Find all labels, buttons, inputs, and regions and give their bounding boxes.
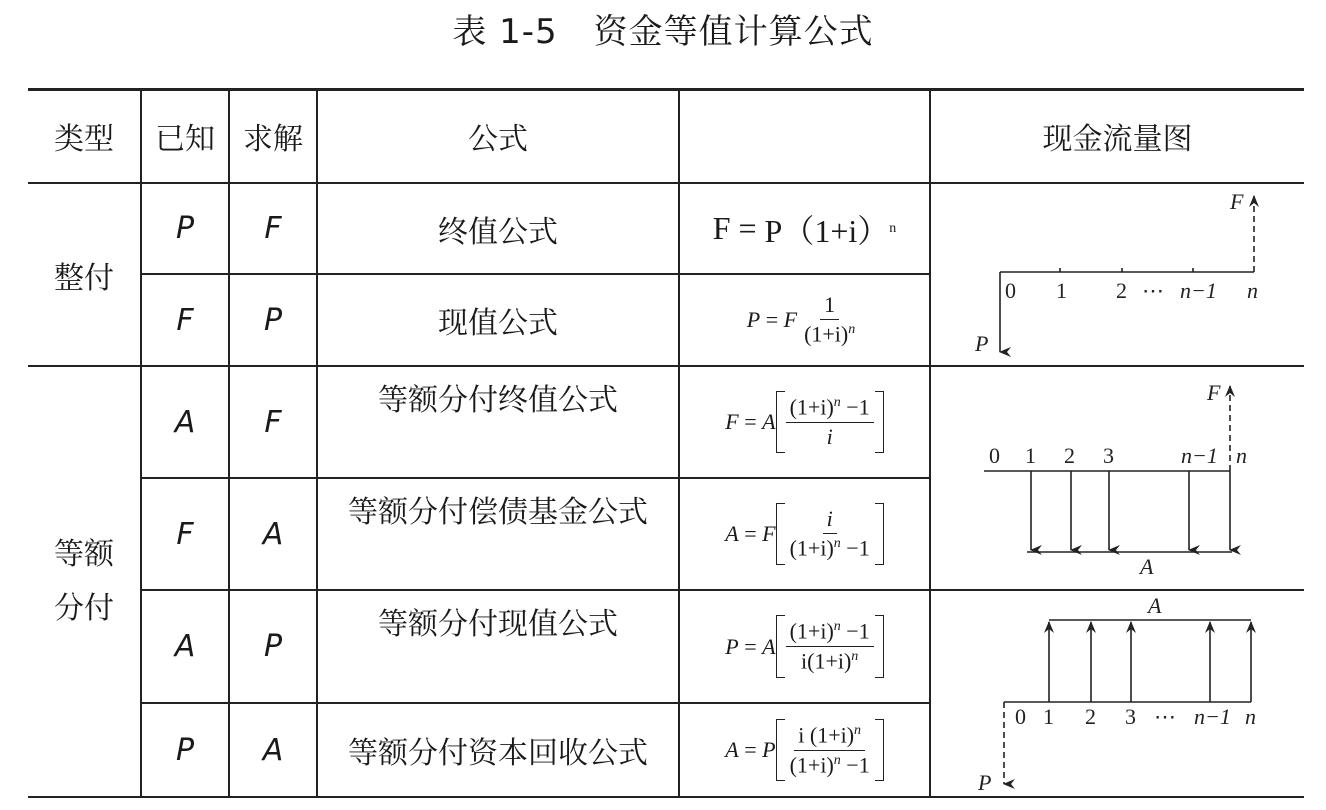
svg-text:n−1: n−1 xyxy=(1194,704,1231,729)
cash-flow-annuity-future xyxy=(984,386,1232,552)
annuity-future-labels xyxy=(989,380,1247,579)
row6-solve: A xyxy=(262,732,284,768)
svg-text:A: A xyxy=(1140,554,1154,579)
bracket: $\frac{i (1+i)^n}{(1+i)^n -1}$ xyxy=(776,719,884,781)
svg-text:n: n xyxy=(1245,704,1256,729)
svg-text:⋯: ⋯ xyxy=(1142,278,1164,303)
svg-text:1: 1 xyxy=(1056,278,1067,303)
row6-name: 等额分付资本回收公式 xyxy=(348,736,648,771)
svg-text:0: 0 xyxy=(1015,704,1026,729)
group-lump-sum: 整付 xyxy=(54,260,114,296)
svg-text:0: 0 xyxy=(1005,278,1016,303)
bracket: $\frac{(1+i)^n -1}{i}$ xyxy=(776,391,884,453)
row2-name: 现值公式 xyxy=(438,306,558,341)
svg-text:⋯: ⋯ xyxy=(1154,704,1176,729)
svg-text:2: 2 xyxy=(1116,278,1127,303)
svg-text:1: 1 xyxy=(1025,443,1036,468)
row6-formula: A = P $\frac{i (1+i)^n}{(1+i)^n -1}$ xyxy=(680,704,929,796)
header-known: 已知 xyxy=(155,122,215,157)
cash-flow-annuity-present xyxy=(1004,620,1251,784)
svg-text:F: F xyxy=(1230,189,1244,214)
row2-formula: P = F $\frac{1}{(1+i)^n}$ xyxy=(680,275,929,365)
svg-text:3: 3 xyxy=(1125,704,1136,729)
row4-formula: A = F $\frac{i}{(1+i)^n -1}$ xyxy=(680,479,929,589)
svg-text:n: n xyxy=(1236,443,1247,468)
row1-formula: F = P（1+i） n xyxy=(712,210,897,249)
row5-known: A xyxy=(174,629,196,664)
svg-text:3: 3 xyxy=(1103,443,1114,468)
row5-name: 等额分付现值公式 xyxy=(378,607,618,642)
svg-text:P: P xyxy=(975,331,989,356)
svg-text:P: P xyxy=(978,770,992,795)
table-caption: 资金等值计算公式 xyxy=(593,12,874,52)
svg-text:A: A xyxy=(1148,593,1162,618)
svg-text:n−1: n−1 xyxy=(1181,443,1218,468)
svg-text:2: 2 xyxy=(1064,443,1075,468)
bracket: $\frac{i}{(1+i)^n -1}$ xyxy=(776,503,884,565)
row5-solve: P xyxy=(263,629,283,664)
bracket: $\frac{(1+i)^n -1}{i(1+i)^n}$ xyxy=(776,615,884,677)
row3-known: A xyxy=(174,404,196,440)
table-number: 表 1-5 xyxy=(452,12,558,52)
svg-text:F: F xyxy=(1207,380,1221,405)
annuity-present-labels xyxy=(977,593,1256,795)
row2-solve: P xyxy=(263,302,283,338)
group-annuity-line2: 分付 xyxy=(54,590,114,626)
svg-text:0: 0 xyxy=(989,443,1000,468)
row1-solve: F xyxy=(264,211,282,246)
row1-known: P xyxy=(175,211,195,246)
row4-name: 等额分付偿债基金公式 xyxy=(348,495,648,530)
svg-text:n−1: n−1 xyxy=(1180,278,1217,303)
row3-name: 等额分付终值公式 xyxy=(378,383,618,418)
row4-solve: A xyxy=(262,516,284,552)
svg-text:1: 1 xyxy=(1043,704,1054,729)
header-type: 类型 xyxy=(54,122,114,157)
svg-text:n: n xyxy=(1247,278,1258,303)
row6-known: P xyxy=(175,732,195,768)
header-solve: 求解 xyxy=(243,122,303,157)
row3-solve: F xyxy=(264,404,282,440)
fraction: $\frac{1}{(1+i)^n}$ xyxy=(804,292,856,347)
svg-text:2: 2 xyxy=(1085,704,1096,729)
row3-formula: F = A $\frac{(1+i)^n -1}{i}$ xyxy=(680,367,929,477)
row5-formula: P = A $\frac{(1+i)^n -1}{i(1+i)^n}$ xyxy=(680,591,929,702)
header-formula-name: 公式 xyxy=(468,122,528,157)
row1-name: 终值公式 xyxy=(438,214,558,250)
header-cash-flow: 现金流量图 xyxy=(1042,122,1193,157)
cash-flow-single-payment xyxy=(1000,196,1254,352)
row2-known: F xyxy=(176,302,194,338)
row4-known: F xyxy=(176,516,194,552)
group-annuity-line1: 等额 xyxy=(54,536,114,572)
